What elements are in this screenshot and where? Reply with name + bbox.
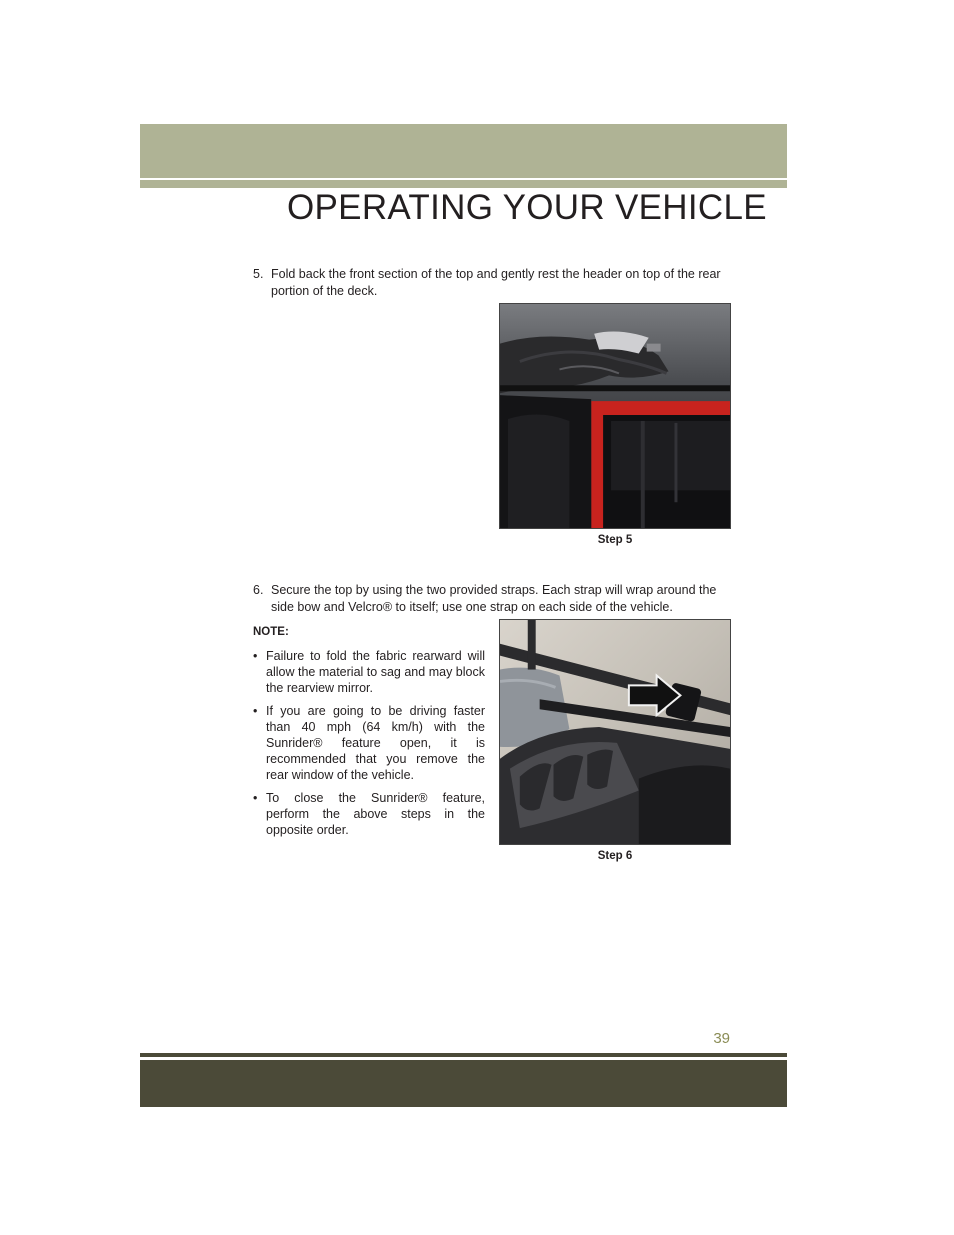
note-item-text: If you are going to be driving faster than 40 mph (64 km/h) with the Sunrider® feature open, it is recommended that you remove the rear window of the vehicle.	[266, 704, 485, 782]
step-5-text: Fold back the front section of the top and gently rest the header on top of the rear portion of the deck.	[271, 267, 721, 298]
step-5-number: 5.	[253, 267, 264, 281]
step-6-text: Secure the top by using the two provided straps. Each strap will wrap around the side bow and Velcro® to itself; use one strap on each side of the vehicle.	[271, 583, 717, 614]
note-item-text: Failure to fold the fabric rearward will allow the material to sag and may block the rearview mirror.	[266, 649, 485, 695]
note-item	[253, 648, 485, 696]
step-6-instruction	[253, 582, 731, 616]
step-6-caption: Step 6	[597, 850, 633, 862]
step-5-caption: Step 5	[597, 534, 633, 546]
step-5-photo	[499, 303, 731, 529]
page-title: OPERATING YOUR VEHICLE	[287, 188, 767, 227]
bullet-icon: •	[253, 791, 258, 805]
note-item	[253, 703, 485, 783]
note-list	[253, 648, 485, 845]
step-6-photo	[499, 619, 731, 845]
step-5-instruction	[253, 266, 731, 300]
footer-band	[140, 1060, 787, 1107]
page-number: 39	[713, 1030, 730, 1047]
note-heading: NOTE:	[253, 626, 289, 638]
step-6-number: 6.	[253, 583, 264, 597]
note-item	[253, 790, 485, 838]
footer-rule	[140, 1053, 787, 1057]
header-band	[140, 124, 787, 178]
bullet-icon: •	[253, 704, 258, 718]
header-rule	[140, 180, 787, 188]
bullet-icon: •	[253, 649, 258, 663]
note-item-text: To close the Sunrider® feature, perform the above steps in the opposite order.	[266, 791, 485, 837]
